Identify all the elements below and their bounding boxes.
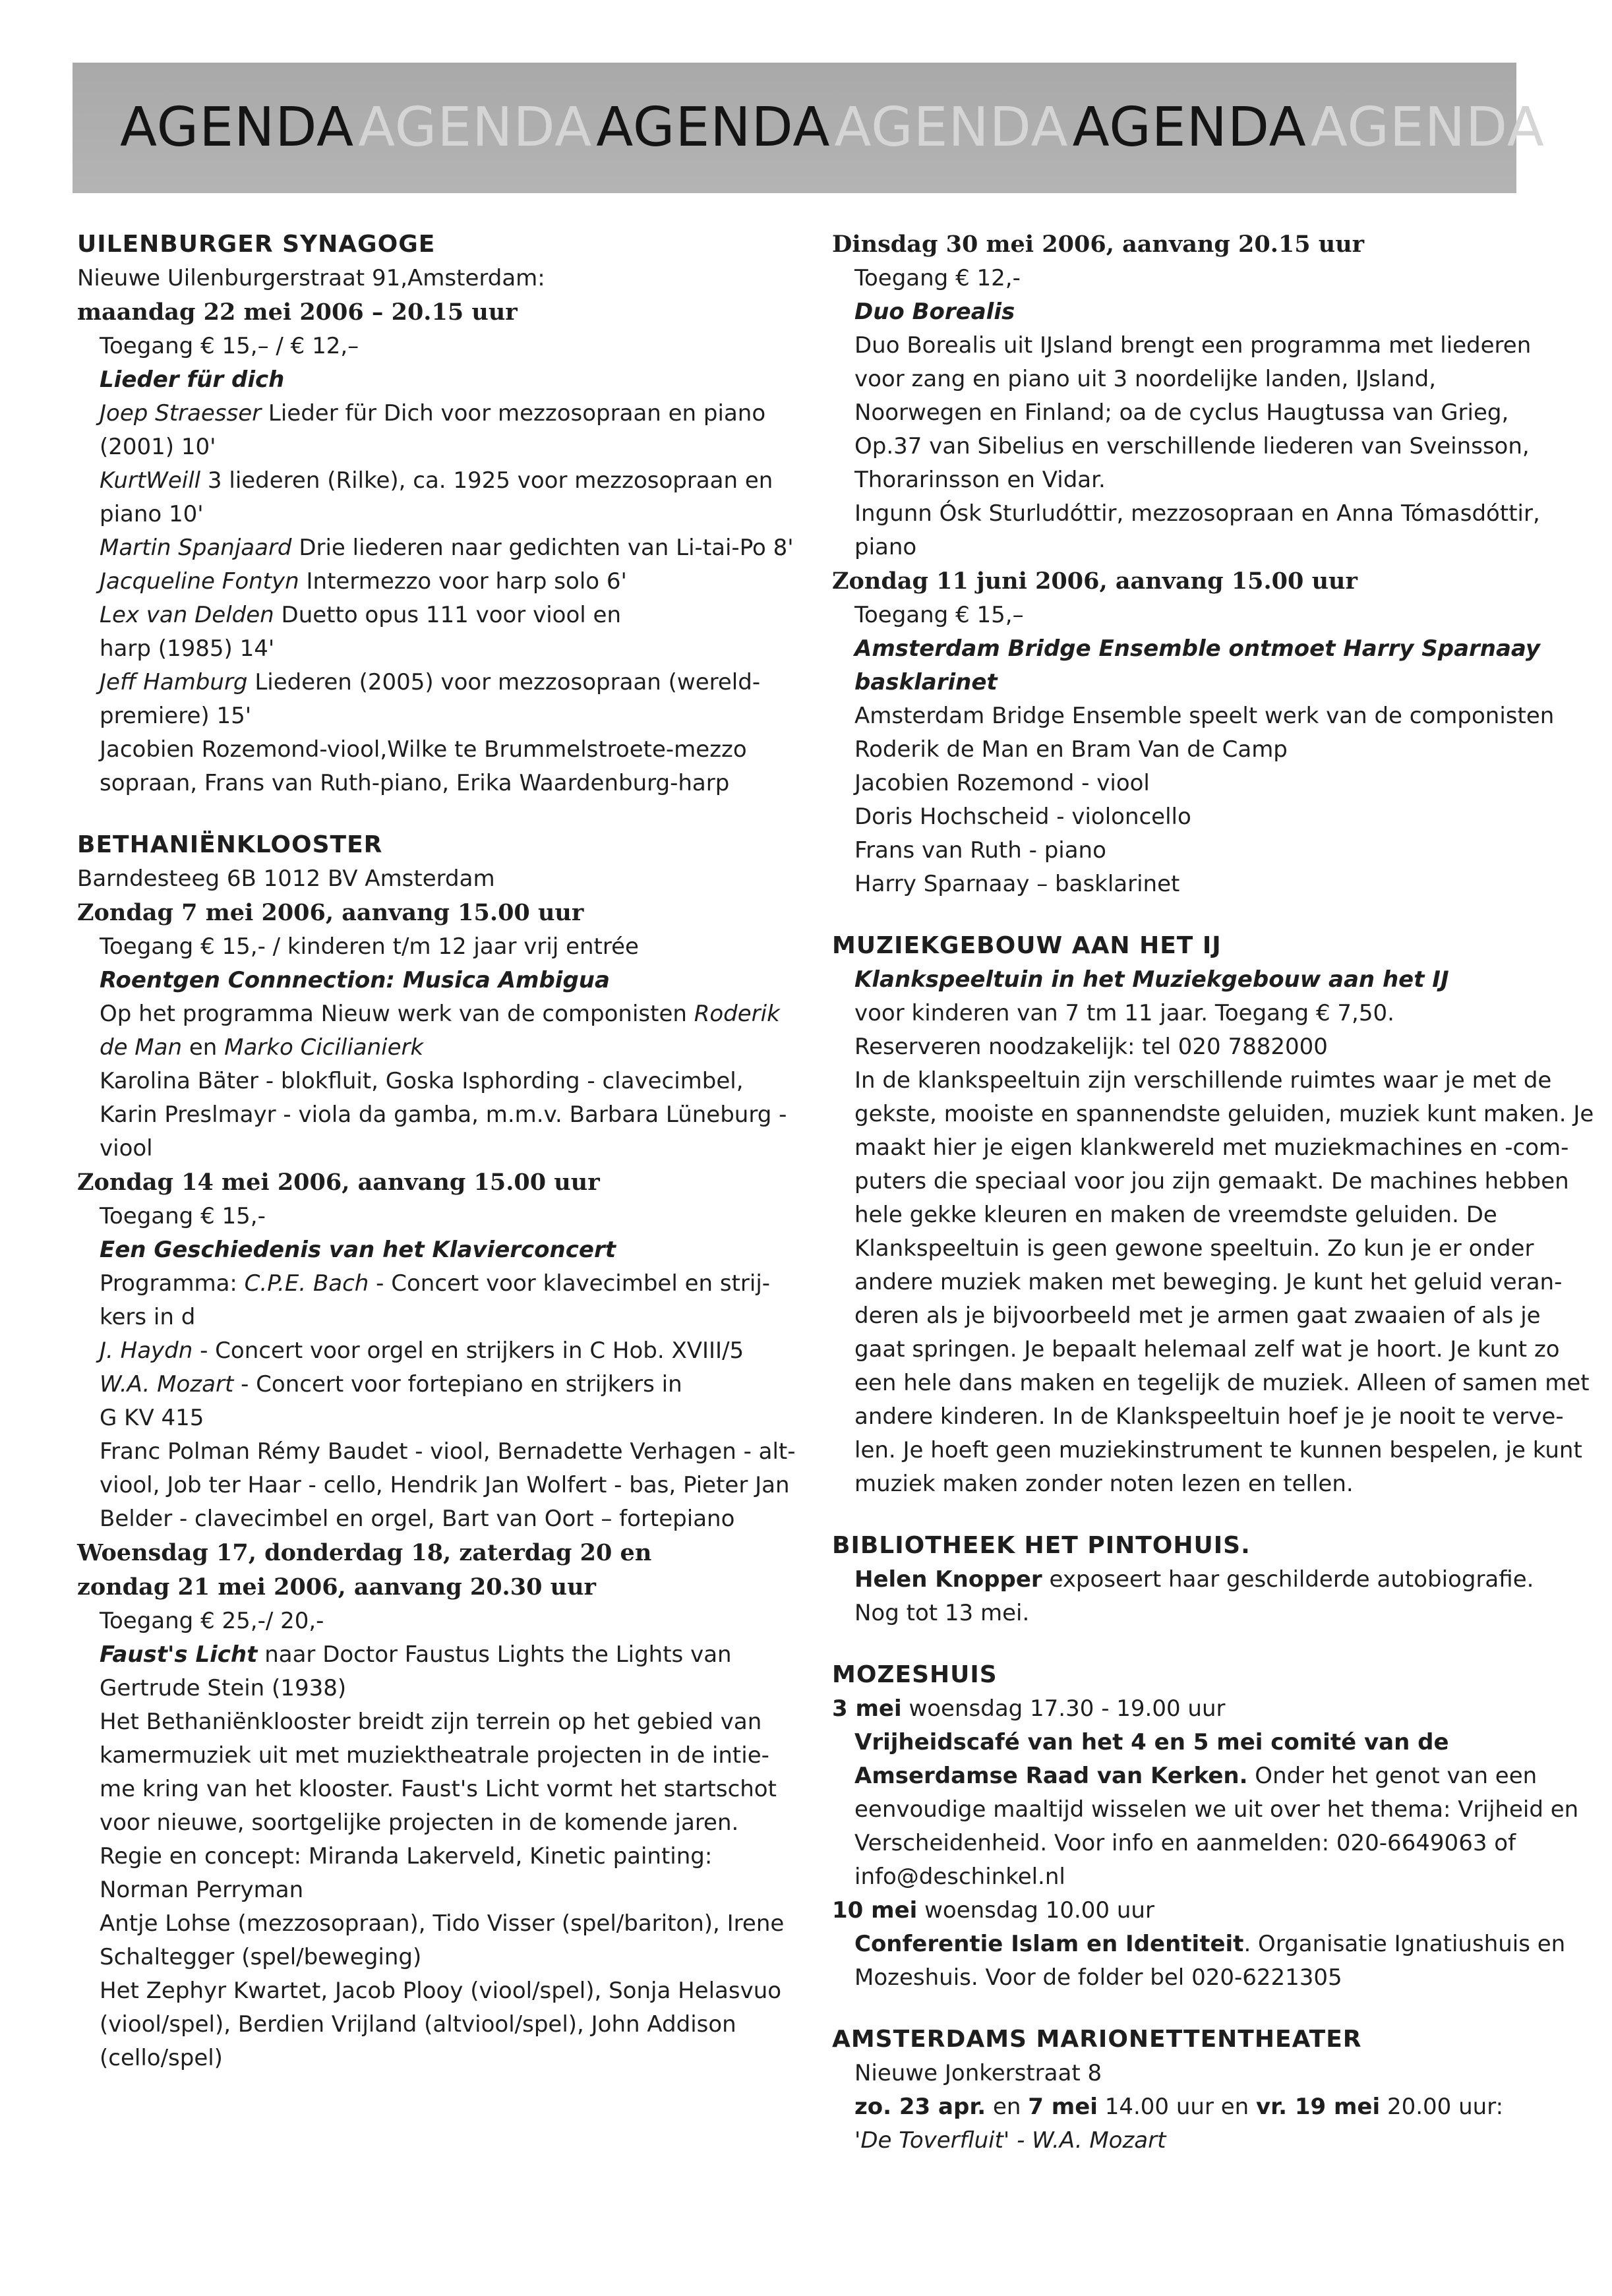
description-line: een hele dans maken en tegelijk de muziek. Alleen of samen met bbox=[854, 1370, 1590, 1396]
agenda-banner bbox=[73, 63, 1545, 193]
description-line: puters die speciaal voor jou zijn gemaakt. De machines hebben bbox=[854, 1168, 1569, 1194]
description-line: Reserveren noodzakelijk: tel 020 7882000 bbox=[854, 1034, 1328, 1060]
composer-name: Joep Straesser bbox=[100, 400, 262, 427]
composer-name: Roderik bbox=[694, 1001, 780, 1027]
description-line: deren als je bijvoorbeeld met je armen gaat zwaaien of als je bbox=[854, 1303, 1541, 1329]
description-line: Gertrude Stein (1938) bbox=[100, 1675, 347, 1701]
program-text: - Concert voor klavecimbel en strij- bbox=[369, 1270, 771, 1297]
program-line: (2001) 10' bbox=[100, 434, 216, 460]
composer-name: J. Haydn bbox=[100, 1338, 193, 1364]
event-time: 20.00 uur: bbox=[1380, 2094, 1504, 2120]
program-text: Op het programma Nieuw werk van de componisten bbox=[100, 1001, 694, 1027]
program-text: Liederen (2005) voor mezzosopraan (wereld- bbox=[247, 669, 761, 695]
program-line bbox=[77, 1031, 789, 1065]
event-date: Zondag 14 mei 2006, aanvang 15.00 uur bbox=[77, 1169, 600, 1196]
description-line: Ingunn Ósk Sturludóttir, mezzosopraan en Anna Tómasdóttir, bbox=[854, 500, 1540, 527]
performers-line: Jacobien Rozemond-viool,Wilke te Brummelstroete-mezzo bbox=[100, 736, 747, 763]
program-text: - Concert voor orgel en strijkers in C Hob. XVIII/5 bbox=[193, 1338, 744, 1364]
description-line: me kring van het klooster. Faust's Licht vormt het startschot bbox=[100, 1776, 777, 1802]
performers-line: sopraan, Frans van Ruth-piano, Erika Waardenburg-harp bbox=[100, 770, 730, 796]
composer-name: W.A. Mozart bbox=[100, 1371, 234, 1398]
venue-address: Nieuwe Jonkerstraat 8 bbox=[854, 2060, 1102, 2086]
description-line: Klankspeeltuin is geen gewone speeltuin. Zo kun je er onder bbox=[854, 1235, 1534, 1262]
description-line: andere muziek maken met beweging. Je kunt het geluid veran- bbox=[854, 1269, 1563, 1295]
description-line: hele gekke kleuren en maken de vreemdste geluiden. De bbox=[854, 1202, 1497, 1228]
performers-line: Belder - clavecimbel en orgel, Bart van Oort – fortepiano bbox=[100, 1506, 735, 1532]
event-time: 14.00 uur en bbox=[1097, 2094, 1257, 2120]
description-text: Onder het genot van een bbox=[1247, 1763, 1537, 1789]
performers-line: Karin Preslmayr - viola da gamba, m.m.v. Barbara Lüneburg - bbox=[100, 1102, 787, 1128]
event-date-line bbox=[832, 1894, 1544, 1928]
event-title: Vrijheidscafé van het 4 en 5 mei comité van de bbox=[854, 1729, 1449, 1755]
composer-name: C.P.E. Bach bbox=[244, 1270, 369, 1297]
description-line: Het Zephyr Kwartet, Jacob Plooy (viool/spel), Sonja Helasvuo bbox=[100, 1978, 782, 2004]
description-line: Amsterdam Bridge Ensemble speelt werk van de componisten bbox=[854, 703, 1555, 729]
description-line: Verscheidenheid. Voor info en aanmelden: 020-6649063 of bbox=[854, 1830, 1516, 1856]
program-line bbox=[77, 1267, 789, 1301]
performers-line: viool bbox=[100, 1135, 153, 1162]
description-line: Noorwegen en Finland; oa de cyclus Haugtussa van Grieg, bbox=[854, 399, 1509, 426]
event-date-line bbox=[832, 1692, 1544, 1726]
performers-line: Frans van Ruth - piano bbox=[854, 837, 1106, 864]
description-line: Norman Perryman bbox=[100, 1877, 304, 1903]
program-line bbox=[77, 599, 789, 632]
event-title: Klankspeeltuin in het Muziekgebouw aan het IJ bbox=[854, 966, 1449, 993]
program-text: en bbox=[182, 1034, 225, 1061]
description-line: andere kinderen. In de Klankspeeltuin hoef je je nooit te verve- bbox=[854, 1403, 1564, 1430]
event-date: Dinsdag 30 mei 2006, aanvang 20.15 uur bbox=[832, 231, 1365, 258]
venue-heading: MOZESHUIS bbox=[832, 1661, 998, 1688]
program-text: Intermezzo voor harp solo 6' bbox=[299, 568, 627, 595]
program-text: naar Doctor Faustus Lights the Lights van bbox=[257, 1641, 732, 1668]
event-price: Toegang € 25,-/ 20,- bbox=[100, 1608, 324, 1634]
event-title: Faust's Licht bbox=[100, 1641, 258, 1668]
event-date: zondag 21 mei 2006, aanvang 20.30 uur bbox=[77, 1574, 596, 1601]
description-line bbox=[832, 1928, 1566, 1961]
event-date: Zondag 11 juni 2006, aanvang 15.00 uur bbox=[832, 568, 1358, 595]
program-text: Lieder für Dich voor mezzosopraan en piano bbox=[261, 400, 766, 427]
venue-heading: AMSTERDAMS MARIONETTENTHEATER bbox=[832, 2026, 1362, 2053]
banner-word: AGENDA bbox=[120, 96, 355, 159]
description-line: Op.37 van Sibelius en verschillende liederen van Sveinsson, bbox=[854, 433, 1530, 459]
venue-heading: UILENBURGER SYNAGOGE bbox=[77, 231, 436, 258]
description-line: (cello/spel) bbox=[100, 2045, 223, 2071]
program-line bbox=[77, 1368, 789, 1401]
description-line: gekste, mooiste en spannendste geluiden, muziek kunt maken. Je bbox=[854, 1101, 1594, 1127]
composer-name: Martin Spanjaard bbox=[100, 535, 292, 561]
description-line: kamermuziek uit met muziektheatrale projecten in de intie- bbox=[100, 1742, 769, 1769]
program-line bbox=[77, 397, 789, 430]
event-price: Toegang € 15,– bbox=[854, 602, 1024, 628]
description-line: Thorarinsson en Vidar. bbox=[854, 467, 1106, 493]
event-price: Toegang € 15,– / € 12,– bbox=[100, 333, 359, 359]
left-column bbox=[77, 227, 796, 2075]
description-line bbox=[832, 1759, 1544, 1793]
event-title-line bbox=[77, 1638, 789, 1672]
description-line: Duo Borealis uit IJsland brengt een programma met liederen bbox=[854, 332, 1532, 359]
performers-line: Jacobien Rozemond - viool bbox=[854, 770, 1150, 796]
program-line: premiere) 15' bbox=[100, 703, 252, 729]
description-text: exposeert haar geschilderde autobiografie. bbox=[1042, 1566, 1534, 1593]
program-label: Programma: bbox=[100, 1270, 245, 1297]
program-line: harp (1985) 14' bbox=[100, 635, 275, 662]
description-line: maakt hier je eigen klankwereld met muziekmachines en -com- bbox=[854, 1134, 1569, 1161]
event-price: Toegang € 15,- / kinderen t/m 12 jaar vrij entrée bbox=[100, 933, 639, 960]
event-title: Roentgen Connnection: Musica Ambigua bbox=[100, 967, 610, 993]
program-line bbox=[77, 565, 789, 599]
description-line: voor nieuwe, soortgelijke projecten in de komende jaren. bbox=[100, 1810, 739, 1836]
composer-name: Jeff Hamburg bbox=[100, 669, 248, 695]
program-text: Duetto opus 111 voor viool en bbox=[274, 602, 621, 628]
program-text: Drie liederen naar gedichten van Li-tai-Po 8' bbox=[291, 535, 794, 561]
banner-word: AGENDA bbox=[596, 96, 831, 159]
date-connector: en bbox=[986, 2094, 1029, 2120]
artist-name: Helen Knopper bbox=[854, 1566, 1042, 1593]
banner-word: AGENDA bbox=[1072, 96, 1307, 159]
performers-line: Karolina Bäter - blokfluit, Goska Isphording - clavecimbel, bbox=[100, 1068, 744, 1094]
event-price: Toegang € 12,- bbox=[854, 265, 1021, 291]
event-date: maandag 22 mei 2006 – 20.15 uur bbox=[77, 299, 518, 326]
composer-name: Jacqueline Fontyn bbox=[100, 568, 299, 595]
description-line: voor zang en piano uit 3 noordelijke landen, IJsland, bbox=[854, 366, 1437, 392]
description-line: In de klankspeeltuin zijn verschillende ruimtes waar je met de bbox=[854, 1067, 1552, 1094]
description-line: piano bbox=[854, 534, 917, 560]
composer-name: Lex van Delden bbox=[100, 602, 274, 628]
event-date-line bbox=[832, 2090, 1544, 2124]
description-text: . Organisatie Ignatiushuis en bbox=[1243, 1931, 1566, 1957]
program-line bbox=[77, 666, 789, 699]
description-line: Antje Lohse (mezzosopraan), Tido Visser (spel/bariton), Irene bbox=[100, 1910, 785, 1937]
event-time: woensdag 10.00 uur bbox=[917, 1897, 1154, 1924]
description-line: Regie en concept: Miranda Lakerveld, Kinetic painting: bbox=[100, 1843, 713, 1869]
performers-line: Doris Hochscheid - violoncello bbox=[854, 804, 1191, 830]
event-date: Zondag 7 mei 2006, aanvang 15.00 uur bbox=[77, 899, 584, 926]
event-time: woensdag 17.30 - 19.00 uur bbox=[901, 1695, 1226, 1722]
description-line: voor kinderen van 7 tm 11 jaar. Toegang € 7,50. bbox=[854, 1000, 1394, 1026]
banner-word: AGENDA bbox=[1310, 96, 1545, 159]
performers-line: Harry Sparnaay – basklarinet bbox=[854, 871, 1180, 897]
description-line: Schaltegger (spel/beweging) bbox=[100, 1944, 422, 1970]
description-line: eenvoudige maaltijd wisselen we uit over het thema: Vrijheid en bbox=[854, 1796, 1579, 1823]
venue-heading: BETHANIËNKLOOSTER bbox=[77, 831, 383, 858]
right-column bbox=[832, 227, 1594, 2158]
program-text: 3 liederen (Rilke), ca. 1925 voor mezzosopraan en bbox=[200, 467, 773, 494]
event-price: Toegang € 15,- bbox=[100, 1203, 266, 1229]
description-line: muziek maken zonder noten lezen en tellen. bbox=[854, 1471, 1354, 1497]
performers-line: viool, Job ter Haar - cello, Hendrik Jan Wolfert - bas, Pieter Jan bbox=[100, 1472, 790, 1498]
banner-word: AGENDA bbox=[358, 96, 593, 159]
description-line: Nog tot 13 mei. bbox=[854, 1600, 1030, 1626]
event-title: Amserdamse Raad van Kerken. bbox=[854, 1763, 1248, 1789]
venue-heading: MUZIEKGEBOUW AAN HET IJ bbox=[832, 932, 1222, 959]
description-line: Roderik de Man en Bram Van de Camp bbox=[854, 736, 1288, 763]
program-text: - Concert voor fortepiano en strijkers in bbox=[233, 1371, 682, 1398]
event-date: 10 mei bbox=[832, 1897, 918, 1924]
event-date: zo. 23 apr. bbox=[854, 2094, 986, 2120]
event-title: Amsterdam Bridge Ensemble ontmoet Harry Sparnaay bbox=[854, 635, 1540, 662]
show-title: 'De Toverfluit' - W.A. Mozart bbox=[854, 2127, 1166, 2154]
description-line: Mozeshuis. Voor de folder bel 020-6221305 bbox=[854, 1964, 1342, 1991]
venue-address: Barndesteeg 6B 1012 BV Amsterdam bbox=[77, 866, 495, 892]
composer-name: de Man bbox=[100, 1034, 183, 1061]
event-title: Conferentie Islam en Identiteit bbox=[854, 1931, 1244, 1957]
event-date: Woensdag 17, donderdag 18, zaterdag 20 en bbox=[77, 1539, 652, 1566]
program-line bbox=[77, 531, 794, 565]
description-line: gaat springen. Je bepaalt helemaal zelf wat je hoort. Je kunt zo bbox=[854, 1336, 1560, 1363]
performers-line: Franc Polman Rémy Baudet - viool, Bernadette Verhagen - alt- bbox=[100, 1438, 796, 1465]
program-line bbox=[77, 464, 789, 498]
event-title: Lieder für dich bbox=[100, 367, 285, 393]
venue-heading: BIBLIOTHEEK HET PINTOHUIS. bbox=[832, 1532, 1251, 1559]
program-line: G KV 415 bbox=[100, 1405, 204, 1431]
event-title: basklarinet bbox=[854, 669, 998, 695]
composer-name: Marko Cicilianierk bbox=[224, 1034, 424, 1061]
description-line bbox=[832, 1563, 1544, 1597]
description-line: (viool/spel), Berdien Vrijland (altviool/spel), John Addison bbox=[100, 2011, 736, 2038]
event-date: 7 mei bbox=[1028, 2094, 1098, 2120]
description-line: Het Bethaniënklooster breidt zijn terrein op het gebied van bbox=[100, 1709, 762, 1735]
program-line bbox=[77, 997, 789, 1031]
description-line: len. Je hoeft geen muziekinstrument te kunnen bespelen, je kunt bbox=[854, 1437, 1582, 1463]
program-line bbox=[77, 1334, 789, 1368]
event-date: 3 mei bbox=[832, 1695, 902, 1722]
event-title: Duo Borealis bbox=[854, 299, 1015, 325]
banner-word: AGENDA bbox=[834, 96, 1069, 159]
program-line: piano 10' bbox=[100, 501, 204, 527]
composer-name: KurtWeill bbox=[100, 467, 201, 494]
event-title: Een Geschiedenis van het Klavierconcert bbox=[100, 1237, 616, 1263]
event-title bbox=[832, 2124, 1544, 2158]
venue-address: Nieuwe Uilenburgerstraat 91,Amsterdam: bbox=[77, 265, 545, 291]
event-date: vr. 19 mei bbox=[1256, 2094, 1381, 2120]
program-line: kers in d bbox=[100, 1304, 196, 1330]
description-line: info@deschinkel.nl bbox=[854, 1864, 1065, 1890]
